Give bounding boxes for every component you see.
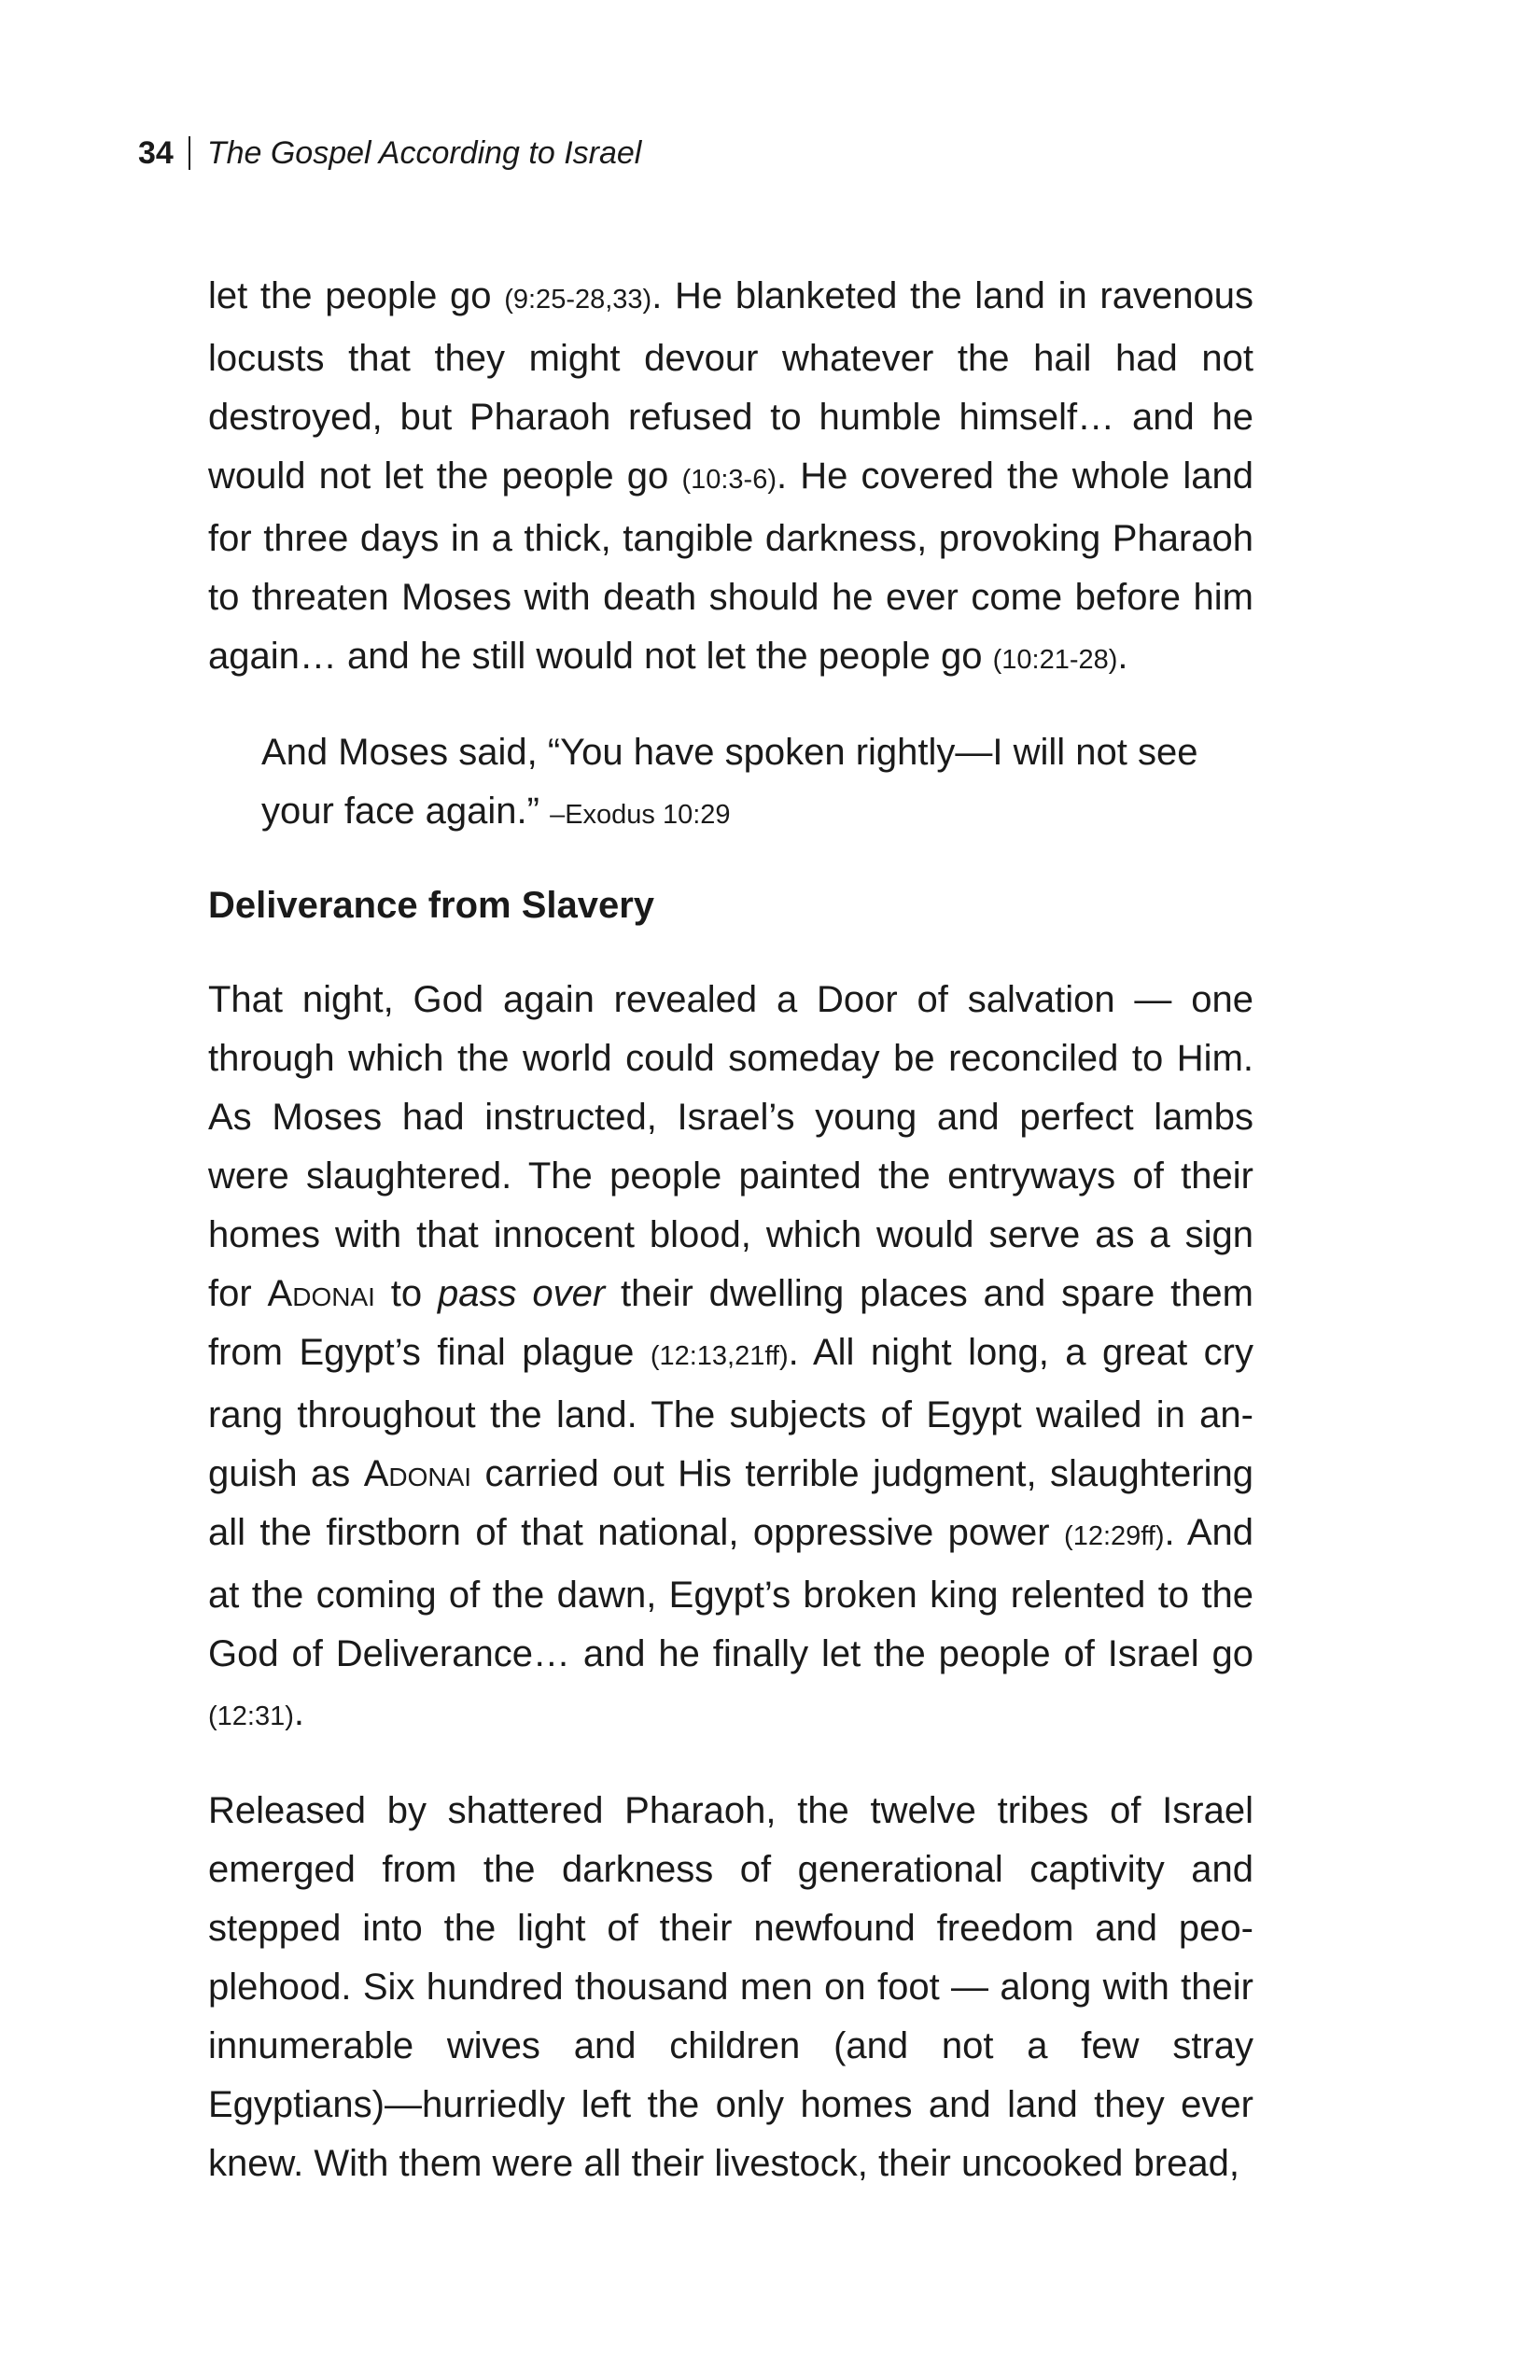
- scripture-reference: (10:3-6): [681, 465, 777, 495]
- page-body: [208, 267, 1253, 2193]
- block-quote: [261, 723, 1253, 845]
- running-header: [138, 133, 641, 174]
- text-run: . And at the coming of the dawn, Egypt’s broken king relented to the God of Deliverance… and he finally let the people of Israel go: [208, 1512, 1253, 1674]
- page-number: 34: [138, 135, 174, 171]
- scripture-reference: (12:31): [208, 1701, 294, 1731]
- section-heading: Deliverance from Slavery: [208, 885, 655, 926]
- text-run: their dwelling places and spare them from Egypt’s final plague: [208, 1273, 1253, 1373]
- divine-name: Adonai: [267, 1273, 375, 1314]
- paragraph-plagues: [208, 267, 1253, 690]
- quote-reference: –Exodus 10:29: [550, 800, 731, 830]
- text-run: to: [374, 1273, 438, 1314]
- text-run: carried out His terrible judgment, slaughtering all the firstborn of that national, oppressive power: [208, 1453, 1253, 1553]
- header-divider: [189, 136, 190, 170]
- scripture-reference: (9:25-28,33): [504, 285, 652, 315]
- scripture-reference: (10:21-28): [992, 645, 1118, 675]
- text-run: . All night long, a great cry rang throughout the land. The subjects of Egypt wailed in anguish as: [208, 1332, 1253, 1494]
- paragraph-passover: [208, 971, 1253, 1746]
- book-title: The Gospel According to Israel: [206, 135, 642, 171]
- scripture-reference: (12:13,21ff): [650, 1341, 789, 1371]
- scripture-reference: (12:29ff): [1064, 1521, 1165, 1551]
- text-run: .: [1117, 636, 1128, 677]
- emphasis-text: pass over: [437, 1273, 606, 1314]
- text-run: That night, God again revealed a Door of salvation — one through which the world could someday be reconciled to Him. As Moses had instructed, Israel’s young and perfect lambs were slaughtered. The people painted the entryways of their homes with that innocent blood, which would serve as a sign for: [208, 979, 1253, 1314]
- quote-text: And Moses said, “You have spoken rightly—I will not see your face again.”: [261, 732, 1198, 832]
- text-run: . He blanketed the land in ravenous locusts that they might devour whatever the hail had not destroyed, but Pharaoh refused to humble himself… and he would not let the people go: [208, 275, 1253, 497]
- divine-name: Adonai: [363, 1453, 472, 1494]
- text-run: let the people go: [208, 275, 505, 316]
- paragraph-exodus: Released by shattered Pharaoh, the twelve tribes of Israel emerged from the darkness of generational captivity and stepped into the light of their newfound freedom and peoplehood. Six hundred thousand men on foot — along with their innumerable wives and children (and not a few stray Egyptians)—hurriedly left the only homes and land they ever knew. With them were all their livestock, their uncooked bread,: [208, 1790, 1253, 2184]
- text-run: .: [293, 1692, 305, 1733]
- text-run: . He covered the whole land for three days in a thick, tangible darkness, provoking Pharaoh to threaten Moses with death should he ever come before him again… and he still would not let the people go: [208, 455, 1253, 677]
